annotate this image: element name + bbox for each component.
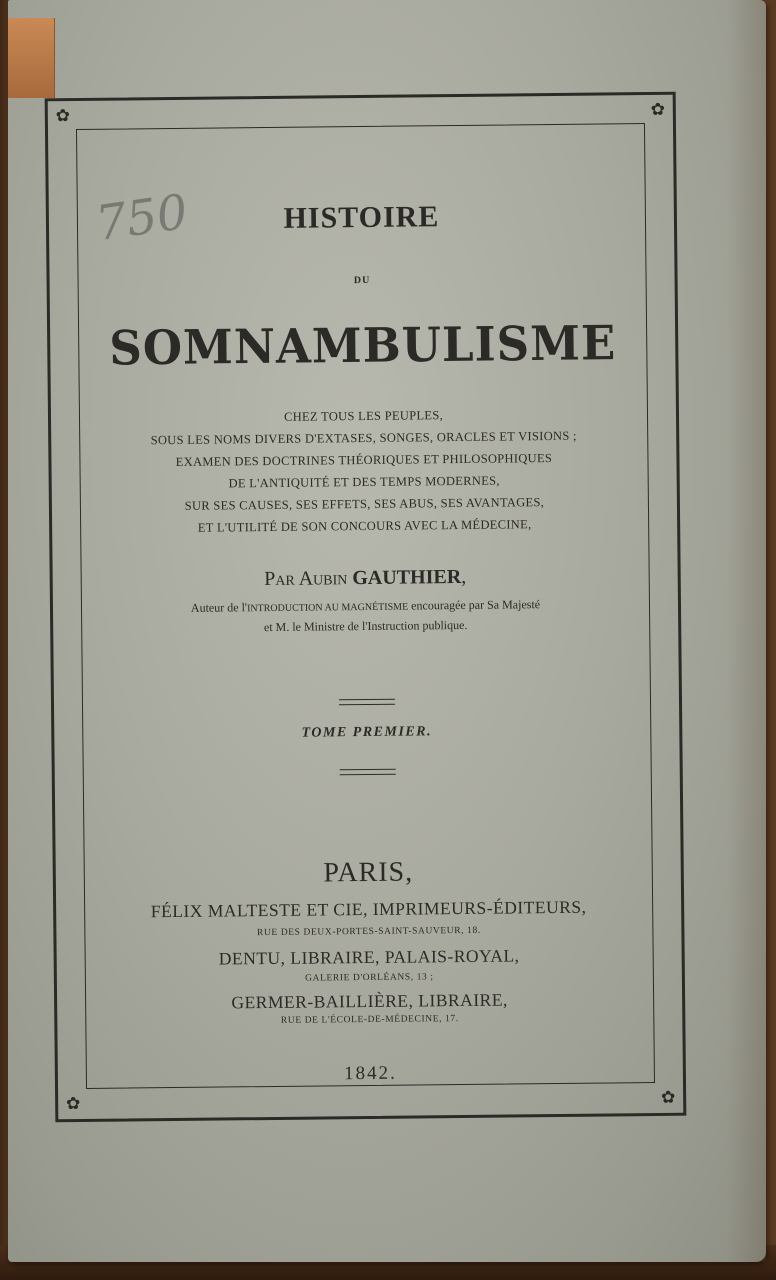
- title-line-1: HISTOIRE: [283, 200, 440, 235]
- author-name: GAUTHIER: [352, 565, 462, 590]
- author-desc-text: encouragée par Sa Majesté: [408, 597, 541, 613]
- author-prefix: Par Aubin: [264, 567, 348, 591]
- spine-label: [8, 18, 55, 98]
- subtitle-block: [80, 402, 648, 540]
- imprint-publisher-2: DENTU, LIBRAIRE, PALAIS-ROYAL,: [218, 945, 520, 969]
- title-line-2: DU: [353, 274, 371, 287]
- publication-year: 1842.: [343, 1062, 397, 1085]
- author-desc-work-title: INTRODUCTION AU MAGNÉTISME: [247, 601, 409, 615]
- author-suffix: ,: [461, 565, 467, 588]
- title-page: [8, 0, 766, 1262]
- imprint-city: PARIS,: [323, 856, 414, 889]
- main-title: SOMNAMBULISME: [108, 315, 617, 376]
- subtitle-line: DE L'ANTIQUITÉ ET DES TEMPS MODERNES,: [228, 473, 500, 491]
- author-description: [82, 594, 649, 639]
- imprint-address-1: RUE DES DEUX-PORTES-SAINT-SAUVEUR, 18.: [256, 925, 481, 939]
- corner-ornament-icon: ✿: [55, 106, 71, 127]
- imprint-publisher-1: FÉLIX MALTESTE ET CIE, IMPRIMEURS-ÉDITEURS,: [150, 896, 587, 922]
- corner-ornament-icon: ✿: [65, 1094, 81, 1115]
- subtitle-line: EXAMEN DES DOCTRINES THÉORIQUES ET PHILOSOPHIQUES: [175, 451, 553, 469]
- corner-ornament-icon: ✿: [650, 99, 666, 120]
- author-desc-line-2: et M. le Ministre de l'Instruction publique.: [263, 617, 468, 635]
- double-rule: [339, 769, 395, 776]
- corner-ornament-icon: ✿: [660, 1087, 676, 1108]
- inner-frame: [76, 123, 655, 1089]
- imprint-publisher-3: GERMER-BAILLIÈRE, LIBRAIRE,: [231, 989, 508, 1013]
- border-frame: [45, 92, 687, 1123]
- double-rule: [338, 699, 394, 706]
- handwritten-note: 750: [92, 183, 192, 253]
- volume-label: TOME PREMIER.: [301, 724, 433, 741]
- author-desc-text: Auteur de l': [190, 600, 248, 615]
- imprint-address-3: RUE DE L'ÉCOLE-DE-MÉDECINE, 17.: [280, 1014, 459, 1026]
- subtitle-line: SUR SES CAUSES, SES EFFETS, SES ABUS, SES AVANTAGES,: [184, 495, 545, 513]
- subtitle-line: ET L'UTILITÉ DE SON CONCOURS AVEC LA MÉDECINE,: [197, 517, 532, 535]
- imprint-address-2: GALERIE D'ORLÉANS, 13 ;: [305, 972, 434, 984]
- subtitle-line: CHEZ TOUS LES PEUPLES,: [283, 408, 444, 424]
- author-line: [82, 564, 649, 593]
- subtitle-line: SOUS LES NOMS DIVERS D'EXTASES, SONGES, ORACLES ET VISIONS ;: [150, 428, 577, 448]
